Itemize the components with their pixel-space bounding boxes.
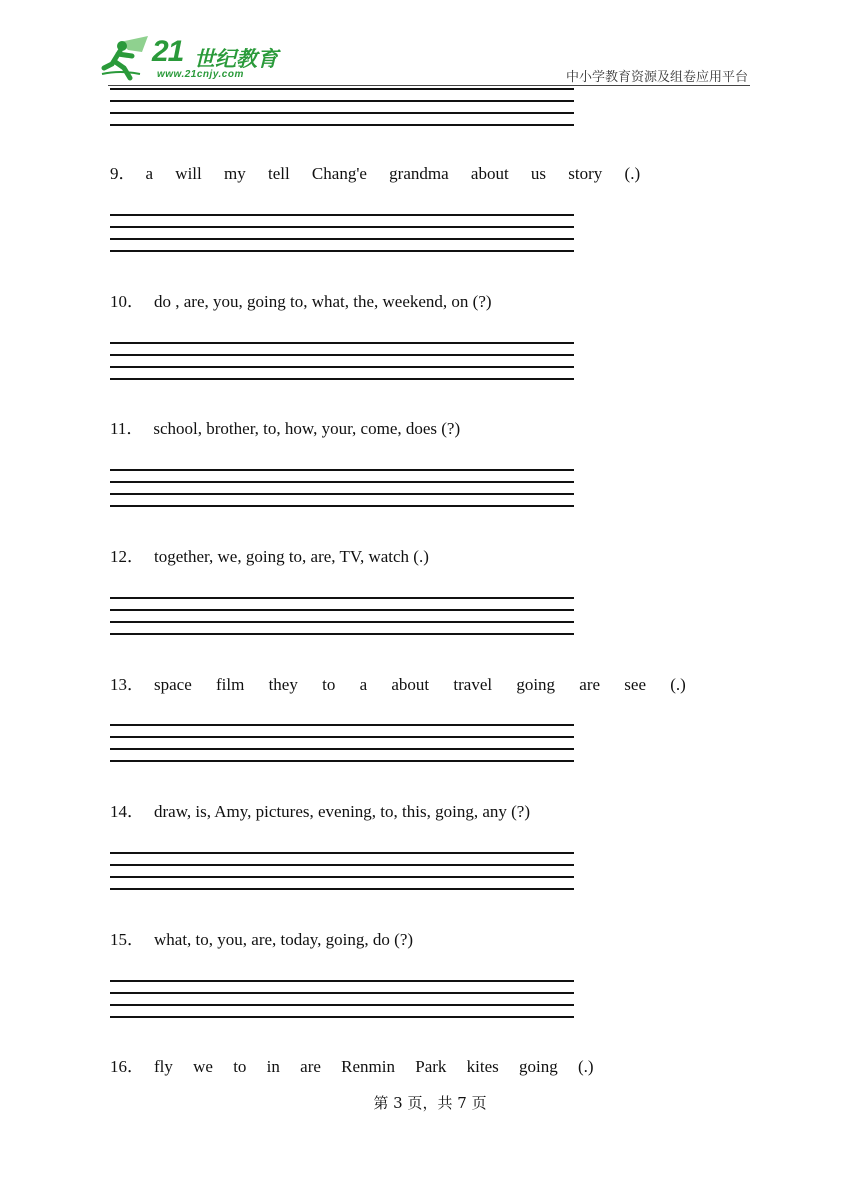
question-9	[110, 159, 640, 184]
question-number: 15．	[110, 930, 144, 949]
page-header	[0, 0, 860, 92]
question-10	[110, 287, 492, 312]
question-text: do , are, you, going to, what, the, weekend, on (?)	[154, 292, 492, 311]
question-number: 9．	[110, 164, 136, 183]
question-12	[110, 542, 429, 567]
question-number: 16．	[110, 1057, 144, 1076]
logo-text-cn: 世纪教育	[194, 47, 278, 71]
page-footer: 第 3 页，共 7 页	[373, 1094, 487, 1112]
question-text: fly we to in are Renmin Park kites going (.)	[154, 1057, 594, 1076]
question-14	[110, 797, 530, 822]
question-text: what, to, you, are, today, going, do (?)	[154, 930, 414, 949]
question-text: draw, is, Amy, pictures, evening, to, this, going, any (?)	[154, 802, 530, 821]
question-text: a will my tell Chang'e grandma about us story (.)	[145, 164, 641, 183]
question-text: space film they to a about travel going are see (.)	[154, 675, 686, 694]
question-number: 10．	[110, 292, 144, 311]
logo-text-21: 21	[152, 35, 184, 68]
question-number: 12．	[110, 547, 144, 566]
question-13	[110, 670, 686, 695]
question-15	[110, 925, 413, 950]
question-11	[110, 414, 460, 439]
platform-title: 中小学教育资源及组卷应用平台	[565, 70, 748, 85]
logo	[100, 34, 290, 84]
question-16	[110, 1052, 594, 1077]
question-number: 11．	[110, 419, 144, 438]
question-number: 13．	[110, 675, 144, 694]
question-number: 14．	[110, 802, 144, 821]
header-rule	[108, 85, 750, 86]
runner-logo-icon	[100, 34, 160, 82]
logo-url: www.21cnjy.com	[157, 69, 244, 80]
question-text: together, we, going to, are, TV, watch (.)	[154, 547, 429, 566]
question-text: school, brother, to, how, your, come, does (?)	[153, 419, 461, 438]
